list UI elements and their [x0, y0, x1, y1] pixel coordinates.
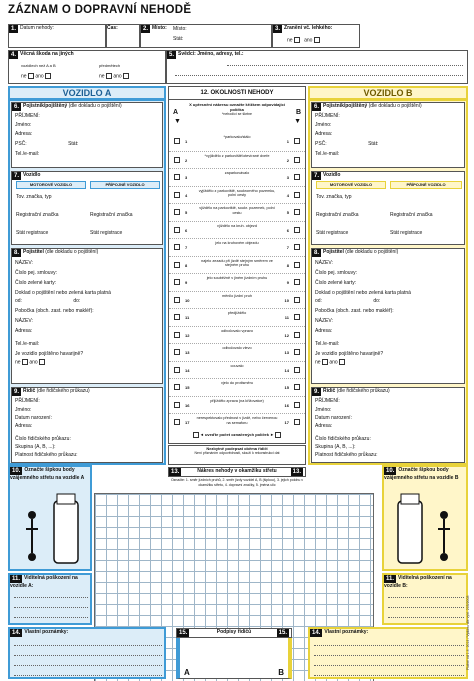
circumstance-label: vjíždělo na parkoviště, soukr. pozemek, polní cestu — [199, 206, 275, 215]
car-diagram-b[interactable] — [394, 491, 458, 569]
checkbox-circumstance-a[interactable] — [174, 209, 180, 215]
checkbox-circumstance-a[interactable] — [174, 279, 180, 285]
circumstance-number-a: 13 — [185, 350, 190, 355]
circumstance-row — [169, 326, 305, 344]
checkbox-circumstance-a[interactable] — [174, 349, 180, 355]
signature-b[interactable]: B — [234, 638, 292, 679]
circumstance-row — [169, 203, 305, 221]
checkbox-circumstance-a[interactable] — [174, 419, 180, 425]
circumstance-label: vjelo do protisměru — [220, 381, 254, 385]
section-8-insurer-b: 8. Pojistitel (dle dokladu o pojištění) NÁZEV: Číslo pej. smlouvy: Číslo zelené karty: Doklad o pojištění nebo zelená karta platná od: do: Pobočka (obch. zast. nebo makléř): NÁZEV: Adresa: Tel./e-mail: Je vozidlo pojištěno havarijně? ne ano — [311, 248, 465, 384]
circumstance-row — [169, 273, 305, 291]
checkbox-circumstance-a[interactable] — [174, 192, 180, 198]
section-11-damage-b[interactable]: 11. Viditelná poškození na vozidle B: — [382, 573, 468, 625]
field-1-date[interactable]: 1. Datum nehody: — [8, 24, 106, 48]
checkbox-circumstance-b[interactable] — [294, 402, 300, 408]
circumstance-number-b: 13 — [284, 350, 289, 355]
checkbox-circumstance-b[interactable] — [294, 209, 300, 215]
checkbox-circumstance-b[interactable] — [294, 157, 300, 163]
circumstance-number-a: 14 — [185, 367, 190, 373]
circumstance-number-b: 6 — [286, 227, 289, 233]
section-6-policyholder-a: 6. Pojistník/pojištěný (dle dokladu o pojištění) PŘÍJMENÍ: Jméno: Adresa: PSČ: Stát: Tel./e-mail: — [11, 102, 163, 168]
circumstance-row — [169, 186, 305, 204]
vehicle-a-header: VOZIDLO A — [8, 86, 166, 100]
checkbox-damage-object-yes[interactable] — [123, 73, 129, 79]
circumstance-number-a: 12 — [185, 332, 190, 338]
arrow-right-icon: ► — [270, 432, 275, 438]
field-4-damage: 4. Věcná škoda na jiných vozidlech než A a B předmětech ne ano ne ano — [8, 50, 166, 84]
checkbox-damage-other-no[interactable] — [28, 73, 34, 79]
checkbox-circumstance-a[interactable] — [174, 384, 180, 390]
circumstance-row — [169, 151, 305, 169]
section-6-policyholder-b: 6. Pojistník/pojištěný (dle dokladu o pojištění) PŘÍJMENÍ: Jméno: Adresa: PSČ: Stát: Tel./e-mail: — [311, 102, 465, 168]
circumstance-row — [169, 396, 305, 414]
circumstance-number-a: 9 — [185, 280, 188, 285]
checkbox-circumstance-b[interactable] — [294, 367, 300, 373]
sketch-legend: Označte: 1. směr jízdních pruhů, 2. směr jízdy vozidel A, B (šipkou), 3. jejich polohu v okamžiku střetu, 4. dopravní značky, 5. jména ulic — [170, 478, 304, 487]
count-box-b[interactable] — [275, 432, 281, 438]
checkbox-damage-other-yes[interactable] — [45, 73, 51, 79]
circumstance-number-b: 15 — [284, 385, 289, 390]
circumstance-label: odbočovalo vpravo — [221, 328, 253, 333]
circumstance-number-a: 5 — [185, 210, 188, 215]
checkbox-circumstance-a[interactable] — [174, 227, 180, 233]
circumstance-label: vyjíždělo z parkoviště, soukromého pozemku, polní cesty — [198, 188, 276, 197]
section-13-header: 13. Nákres nehody v okamžiku střetu 13. — [168, 467, 306, 477]
section-11-damage-a[interactable]: 11. Viditelná poškození na vozidle A: — [8, 573, 92, 625]
circumstance-row — [169, 361, 305, 379]
checkbox-circumstance-a[interactable] — [174, 262, 180, 268]
checkbox-injury-yes[interactable] — [314, 37, 320, 43]
arrow-down-icon-b: ▼ — [294, 118, 301, 125]
circumstance-number-a: 8 — [185, 262, 188, 268]
arrow-left-icon: ◄ — [199, 432, 204, 438]
checkbox-circumstance-b[interactable] — [294, 244, 300, 250]
circumstance-label: předjíždělo — [227, 311, 247, 315]
checkbox-circumstance-b[interactable] — [294, 349, 300, 355]
circumstance-number-a: 1 — [185, 139, 188, 144]
checkbox-circumstance-a[interactable] — [174, 297, 180, 303]
checkbox-circumstance-b[interactable] — [294, 384, 300, 390]
circumstance-label: odbočovalo vlevo — [222, 346, 252, 350]
checkbox-circumstance-a[interactable] — [174, 314, 180, 320]
circumstance-number-a: 3 — [185, 175, 188, 180]
section-15-signatures-header: 15. Podpisy řidičů 15. — [176, 628, 292, 638]
circumstance-number-b: 7 — [286, 245, 289, 250]
circumstance-number-b: 14 — [284, 367, 289, 373]
section-12-circumstances: 12. OKOLNOSTI NEHODY X upřesnění nákresu označte křížkem odpovídající políčka *nehodící se škrtne A B ▼ ▼ 1 *parkovalo/stálo 1 2 *vyjíždělo z parkoviště/otevírané dveře 2 3 zaparkovávalo 3 4 vyjíždělo z parkoviště, soukromého pozemku, polní cesty 4 5 vjíždělo na parkoviště, soukr. pozemek, polní cestu 5 6 vjíždělo na kruh. objezd 6 7 jelo na kruhovém objezdu 7 8 najelo zezadu při jízdě stejným směrem ve stejném pruhu 8 9 jelo souběžně v jiném jízdním pruhu 9 10 měnilo jízdní pruh 10 11 předjíždělo 11 12 odbočovalo vpravo 12 13 odbočovalo vlevo 13 14 couvalo 14 15 vjelo do protisměru 15 16 přijíždělo zprava (na křižovatce) 16 17 nerespektovalo přednost v jízdě, nebo červenou na semaforu 17 ◄ uveďte počet označených políček ► — [168, 86, 306, 444]
checkbox-circumstance-a[interactable] — [174, 402, 180, 408]
circumstance-row — [169, 291, 305, 309]
circumstance-number-b: 12 — [284, 332, 289, 338]
circumstance-number-a: 15 — [185, 385, 190, 390]
circumstance-number-a: 10 — [185, 297, 190, 303]
circumstance-label: najelo zezadu při jízdě stejným směrem ve stejném pruhu — [201, 258, 273, 267]
signature-a[interactable]: A — [176, 638, 234, 679]
circumstance-number-a: 7 — [185, 245, 188, 250]
circumstance-number-b: 4 — [286, 192, 289, 198]
checkbox-circumstance-b[interactable] — [294, 174, 300, 180]
circumstance-label: přijíždělo zprava (na křižovatce) — [210, 398, 264, 403]
circumstance-label: jelo na kruhovém objezdu — [215, 241, 259, 245]
circumstance-label: *parkovalo/stálo — [223, 135, 251, 139]
arrow-down-icon-a: ▼ — [174, 118, 181, 125]
checkbox-circumstance-a[interactable] — [174, 138, 180, 144]
checkbox-casco-b-yes[interactable] — [339, 359, 345, 365]
circumstance-row — [169, 413, 305, 431]
circumstance-number-b: 17 — [284, 420, 289, 425]
circumstance-number-b: 1 — [286, 139, 289, 144]
circumstance-number-a: 6 — [185, 227, 188, 233]
field-2-place[interactable]: 2. Místo: Místo: Stát: — [140, 24, 272, 48]
circumstance-number-b: 8 — [286, 262, 289, 268]
car-diagram-a[interactable] — [20, 491, 84, 569]
field-3-injury[interactable]: 3. Zranění vč. lehkého: ne ano — [272, 24, 360, 48]
circumstance-row — [169, 133, 305, 151]
circumstance-row — [169, 343, 305, 361]
circumstance-label: *vyjíždělo z parkoviště/otevírané dveře — [204, 153, 270, 158]
circumstance-number-b: 3 — [286, 175, 289, 180]
circumstance-number-b: 16 — [284, 402, 289, 408]
circumstance-number-b: 9 — [286, 280, 289, 285]
side-note: Platné od 1.4. 2014 / Vydáno dle vyhl. 205/2008 — [466, 595, 470, 670]
circumstance-number-a: 2 — [185, 157, 188, 163]
checkbox-circumstance-a[interactable] — [174, 174, 180, 180]
field-5-witnesses[interactable]: 5. Svědci: Jméno, adresy, tel.: — [166, 50, 468, 84]
signature-warning: Nezbytně podepsat oběma řidiči Není přiznáním odpovědnosti, slouží k rekonstrukci dat — [168, 445, 306, 465]
circumstance-number-a: 16 — [185, 402, 190, 408]
checkbox-circumstance-b[interactable] — [294, 279, 300, 285]
circumstance-row — [169, 378, 305, 396]
circumstance-number-b: 11 — [284, 315, 289, 320]
circumstance-number-a: 17 — [185, 420, 190, 425]
checkbox-circumstance-a[interactable] — [174, 244, 180, 250]
count-box-a[interactable] — [193, 432, 199, 438]
field-1-time[interactable]: Čas: — [106, 24, 140, 48]
checkbox-circumstance-b[interactable] — [294, 419, 300, 425]
circumstance-number-b: 5 — [286, 210, 289, 215]
circumstance-row — [169, 221, 305, 239]
page-title: ZÁZNAM O DOPRAVNÍ NEHODĚ — [8, 4, 192, 16]
circumstance-label: vjíždělo na kruh. objezd — [217, 223, 257, 228]
circumstance-label: couvalo — [230, 363, 244, 368]
checkbox-casco-a-yes[interactable] — [39, 359, 45, 365]
circumstance-number-a: 4 — [185, 192, 188, 198]
checkbox-circumstance-b[interactable] — [294, 262, 300, 268]
checkbox-casco-a-no[interactable] — [22, 359, 28, 365]
circumstance-row — [169, 308, 305, 326]
checkbox-casco-b-no[interactable] — [322, 359, 328, 365]
circumstance-row — [169, 238, 305, 256]
circumstance-number-b: 10 — [284, 297, 289, 303]
circumstance-label: zaparkovávalo — [224, 171, 250, 175]
section-9-driver-a: 9. Řidič (dle řidičského průkazu) PŘÍJMENÍ: Jméno: Datum narození: Adresa: Číslo řidičského průkazu: Skupina (A, B, ...): Platnost řidičského průkazu: — [11, 387, 163, 463]
checkbox-circumstance-b[interactable] — [294, 297, 300, 303]
section-9-driver-b: 9. Řidič (dle řidičského průkazu) PŘÍJMENÍ: Jméno: Datum narození: Adresa: Číslo řidičského průkazu: Skupina (A, B, ...): Platnost řidičského průkazu: — [311, 387, 465, 463]
checkbox-circumstance-a[interactable] — [174, 367, 180, 373]
checkbox-circumstance-b[interactable] — [294, 332, 300, 338]
section-7-vehicle-a: 7. Vozidlo MOTOROVÉ VOZIDLO PŘÍPOJNÉ VOZIDLO Tov. značka, typ Registrační značka Registrační značka Stát registrace Stát registrace — [11, 171, 163, 245]
checkbox-circumstance-b[interactable] — [294, 192, 300, 198]
circumstance-row — [169, 256, 305, 274]
section-10-impact-a: 10. Označte šipkou body vzájemného střetu na vozidle A — [8, 465, 92, 571]
checkbox-damage-object-no[interactable] — [106, 73, 112, 79]
checkbox-circumstance-a[interactable] — [174, 332, 180, 338]
circumstance-label: nerespektovalo přednost v jízdě, nebo červenou na semaforu — [196, 416, 278, 425]
circumstance-label: měnilo jízdní pruh — [222, 293, 252, 298]
section-8-insurer-a: 8. Pojistitel (dle dokladu o pojištění) NÁZEV: Číslo pej. smlouvy: Číslo zelené karty: Doklad o pojištění nebo zelená karta platná od: do: Pobočka (obch. zast. nebo makléř): NÁZEV: Adresa: Tel./e-mail: Je vozidlo pojištěno havarijně? ne ano — [11, 248, 163, 384]
section-10-impact-b: 10. Označte šipkou body vzájemného střetu na vozidle B — [382, 465, 468, 571]
vehicle-b-header: VOZIDLO B — [308, 86, 468, 100]
circumstance-label: jelo souběžně v jiném jízdním pruhu — [206, 276, 268, 280]
section-14-notes-b[interactable]: 14. Vlastní poznámky: — [308, 627, 468, 679]
section-14-notes-a[interactable]: 14. Vlastní poznámky: — [8, 627, 166, 679]
checkbox-circumstance-a[interactable] — [174, 157, 180, 163]
section-7-vehicle-b: 7. Vozidlo MOTOROVÉ VOZIDLO PŘÍPOJNÉ VOZIDLO Tov. značka, typ Registrační značka Registrační značka Stát registrace Stát registrace — [311, 171, 465, 245]
checkbox-circumstance-b[interactable] — [294, 314, 300, 320]
checkbox-circumstance-b[interactable] — [294, 138, 300, 144]
checkbox-injury-no[interactable] — [294, 37, 300, 43]
circumstance-row — [169, 168, 305, 186]
circumstance-number-a: 11 — [185, 315, 190, 320]
checkbox-circumstance-b[interactable] — [294, 227, 300, 233]
circumstance-number-b: 2 — [286, 157, 289, 163]
